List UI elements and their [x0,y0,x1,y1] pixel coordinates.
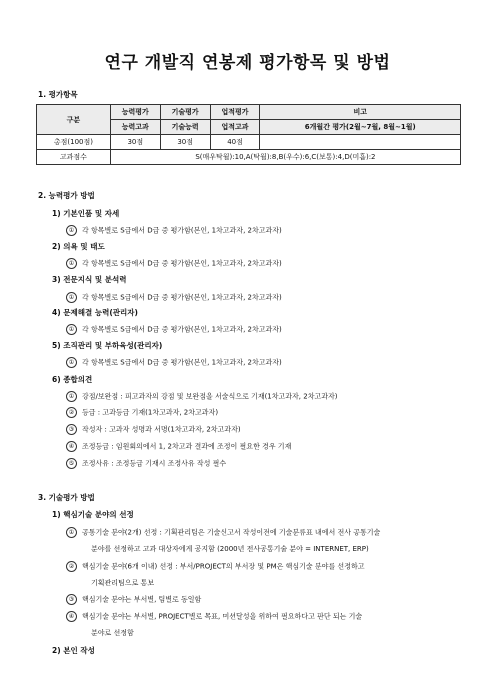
circled-number: ③ [66,594,77,605]
circled-number: ① [66,225,77,236]
table-subheader-technical: 기술능력 [160,120,210,135]
subheading-expertise: 3) 전문지식 및 분석력 [52,275,127,284]
table-header-performance: 업적평가 [210,105,260,120]
list-item: ④ 핵심기술 분야는 부서별, PROJECT별로 목표, 미션달성을 위하여 필요하다고 판단 되는 기술 [66,611,362,622]
circled-number: ④ [66,441,77,452]
table-header-ability: 능력평가 [110,105,160,120]
list-item: ② 등급 : 고과등급 기재(1차고과자, 2차고과자) [66,407,218,418]
list-item: ③ 작성자 : 고과자 성명과 서명(1차고과자, 2차고과자) [66,424,241,435]
list-item-continuation: 기획관리팀으로 통보 [91,579,155,587]
subheading-overall-opinion: 6) 종합의견 [52,375,93,384]
list-item-continuation: 분야로 선정함 [91,629,134,637]
list-item: ① 공통기술 분야(2개) 선정 : 기획관리팀은 기술신고서 작성이전에 기술분류표 내에서 전사 공통기술 [66,527,380,538]
table-cell-score-label: 고과점수 [37,150,111,165]
table-cell: 30점 [160,135,210,150]
circled-number: ④ [66,611,77,622]
subheading-motivation: 2) 의욕 및 태도 [52,242,105,251]
list-item: ① 각 항목별로 S급에서 D급 중 평가함(본인, 1차고과자, 2차고과자) [66,324,282,335]
list-item: ① 각 항목별로 S급에서 D급 중 평가함(본인, 1차고과자, 2차고과자) [66,258,282,269]
subheading-basic-character: 1) 기본인품 및 자세 [52,209,120,218]
section-heading-technical: 3. 기술평가 방법 [38,493,95,502]
table-subheader-ability: 능력고과 [110,120,160,135]
document-title: 연구 개발직 연봉제 평가항목 및 방법 [104,53,391,73]
section-heading-evaluation-items: 1. 평가항목 [38,90,78,99]
list-item: ① 각 항목별로 S급에서 D급 중 평가함(본인, 1차고과자, 2차고과자) [66,225,282,236]
subheading-problem-solving: 4) 문제해결 능력(관리자) [52,308,138,317]
subheading-core-tech-selection: 1) 핵심기술 분야의 선정 [52,510,134,519]
circled-number: ③ [66,424,77,435]
table-subheader-remarks: 6개월간 평가(2월~7월, 8월~1월) [260,120,461,135]
list-item: ① 강점/보완점 : 피고과자의 강점 및 보완점을 서술식으로 기재(1차고과자, 2차고과자) [66,391,338,402]
table-cell [260,135,461,150]
table-cell: 30점 [110,135,160,150]
list-item: ① 각 항목별로 S급에서 D급 중 평가함(본인, 1차고과자, 2차고과자) [66,357,282,368]
list-item: ② 핵심기술 분야(6개 이내) 선정 : 부서/PROJECT의 부서장 및 PM은 핵심기술 분야를 선정하고 [66,561,364,572]
list-item-continuation: 분야를 선정하고 고과 대상자에게 공지함 (2000년 전사공통기술 분야 = INTERNET, ERP) [91,545,369,553]
circled-number: ① [66,292,77,303]
table-row [37,150,461,165]
subheading-self-writing: 2) 본인 작성 [52,646,95,655]
list-item: ① 각 항목별로 S급에서 D급 중 평가함(본인, 1차고과자, 2차고과자) [66,292,282,303]
subheading-org-management: 5) 조직관리 및 부하육성(관리자) [52,341,163,350]
circled-number: ① [66,391,77,402]
list-item: ④ 조정등급 : 임원회의에서 1, 2차고과 결과에 조정이 필요한 경우 기재 [66,441,291,452]
circled-number: ① [66,258,77,269]
table-header-gubun: 구분 [37,105,111,135]
evaluation-items-table [36,104,461,165]
table-cell-total-label: 총점(100점) [37,135,111,150]
table-cell-score-scale: S(매우탁월):10,A(탁월):8,B(우수):6,C(보통):4,D(미흡):2 [110,150,460,165]
list-item: ⑤ 조정사유 : 조정등급 기재시 조정사유 작성 필수 [66,458,226,469]
table-cell: 40점 [210,135,260,150]
circled-number: ⑤ [66,458,77,469]
circled-number: ① [66,357,77,368]
table-header-remarks: 비고 [260,105,461,120]
section-heading-ability: 2. 능력평가 방법 [38,191,95,200]
table-row [37,135,461,150]
list-item: ③ 핵심기술 분야는 부서별, 팀별로 동일함 [66,594,201,605]
circled-number: ② [66,407,77,418]
table-header-technical: 기술평가 [160,105,210,120]
circled-number: ① [66,527,77,538]
circled-number: ② [66,561,77,572]
table-subheader-performance: 업적고과 [210,120,260,135]
circled-number: ① [66,324,77,335]
